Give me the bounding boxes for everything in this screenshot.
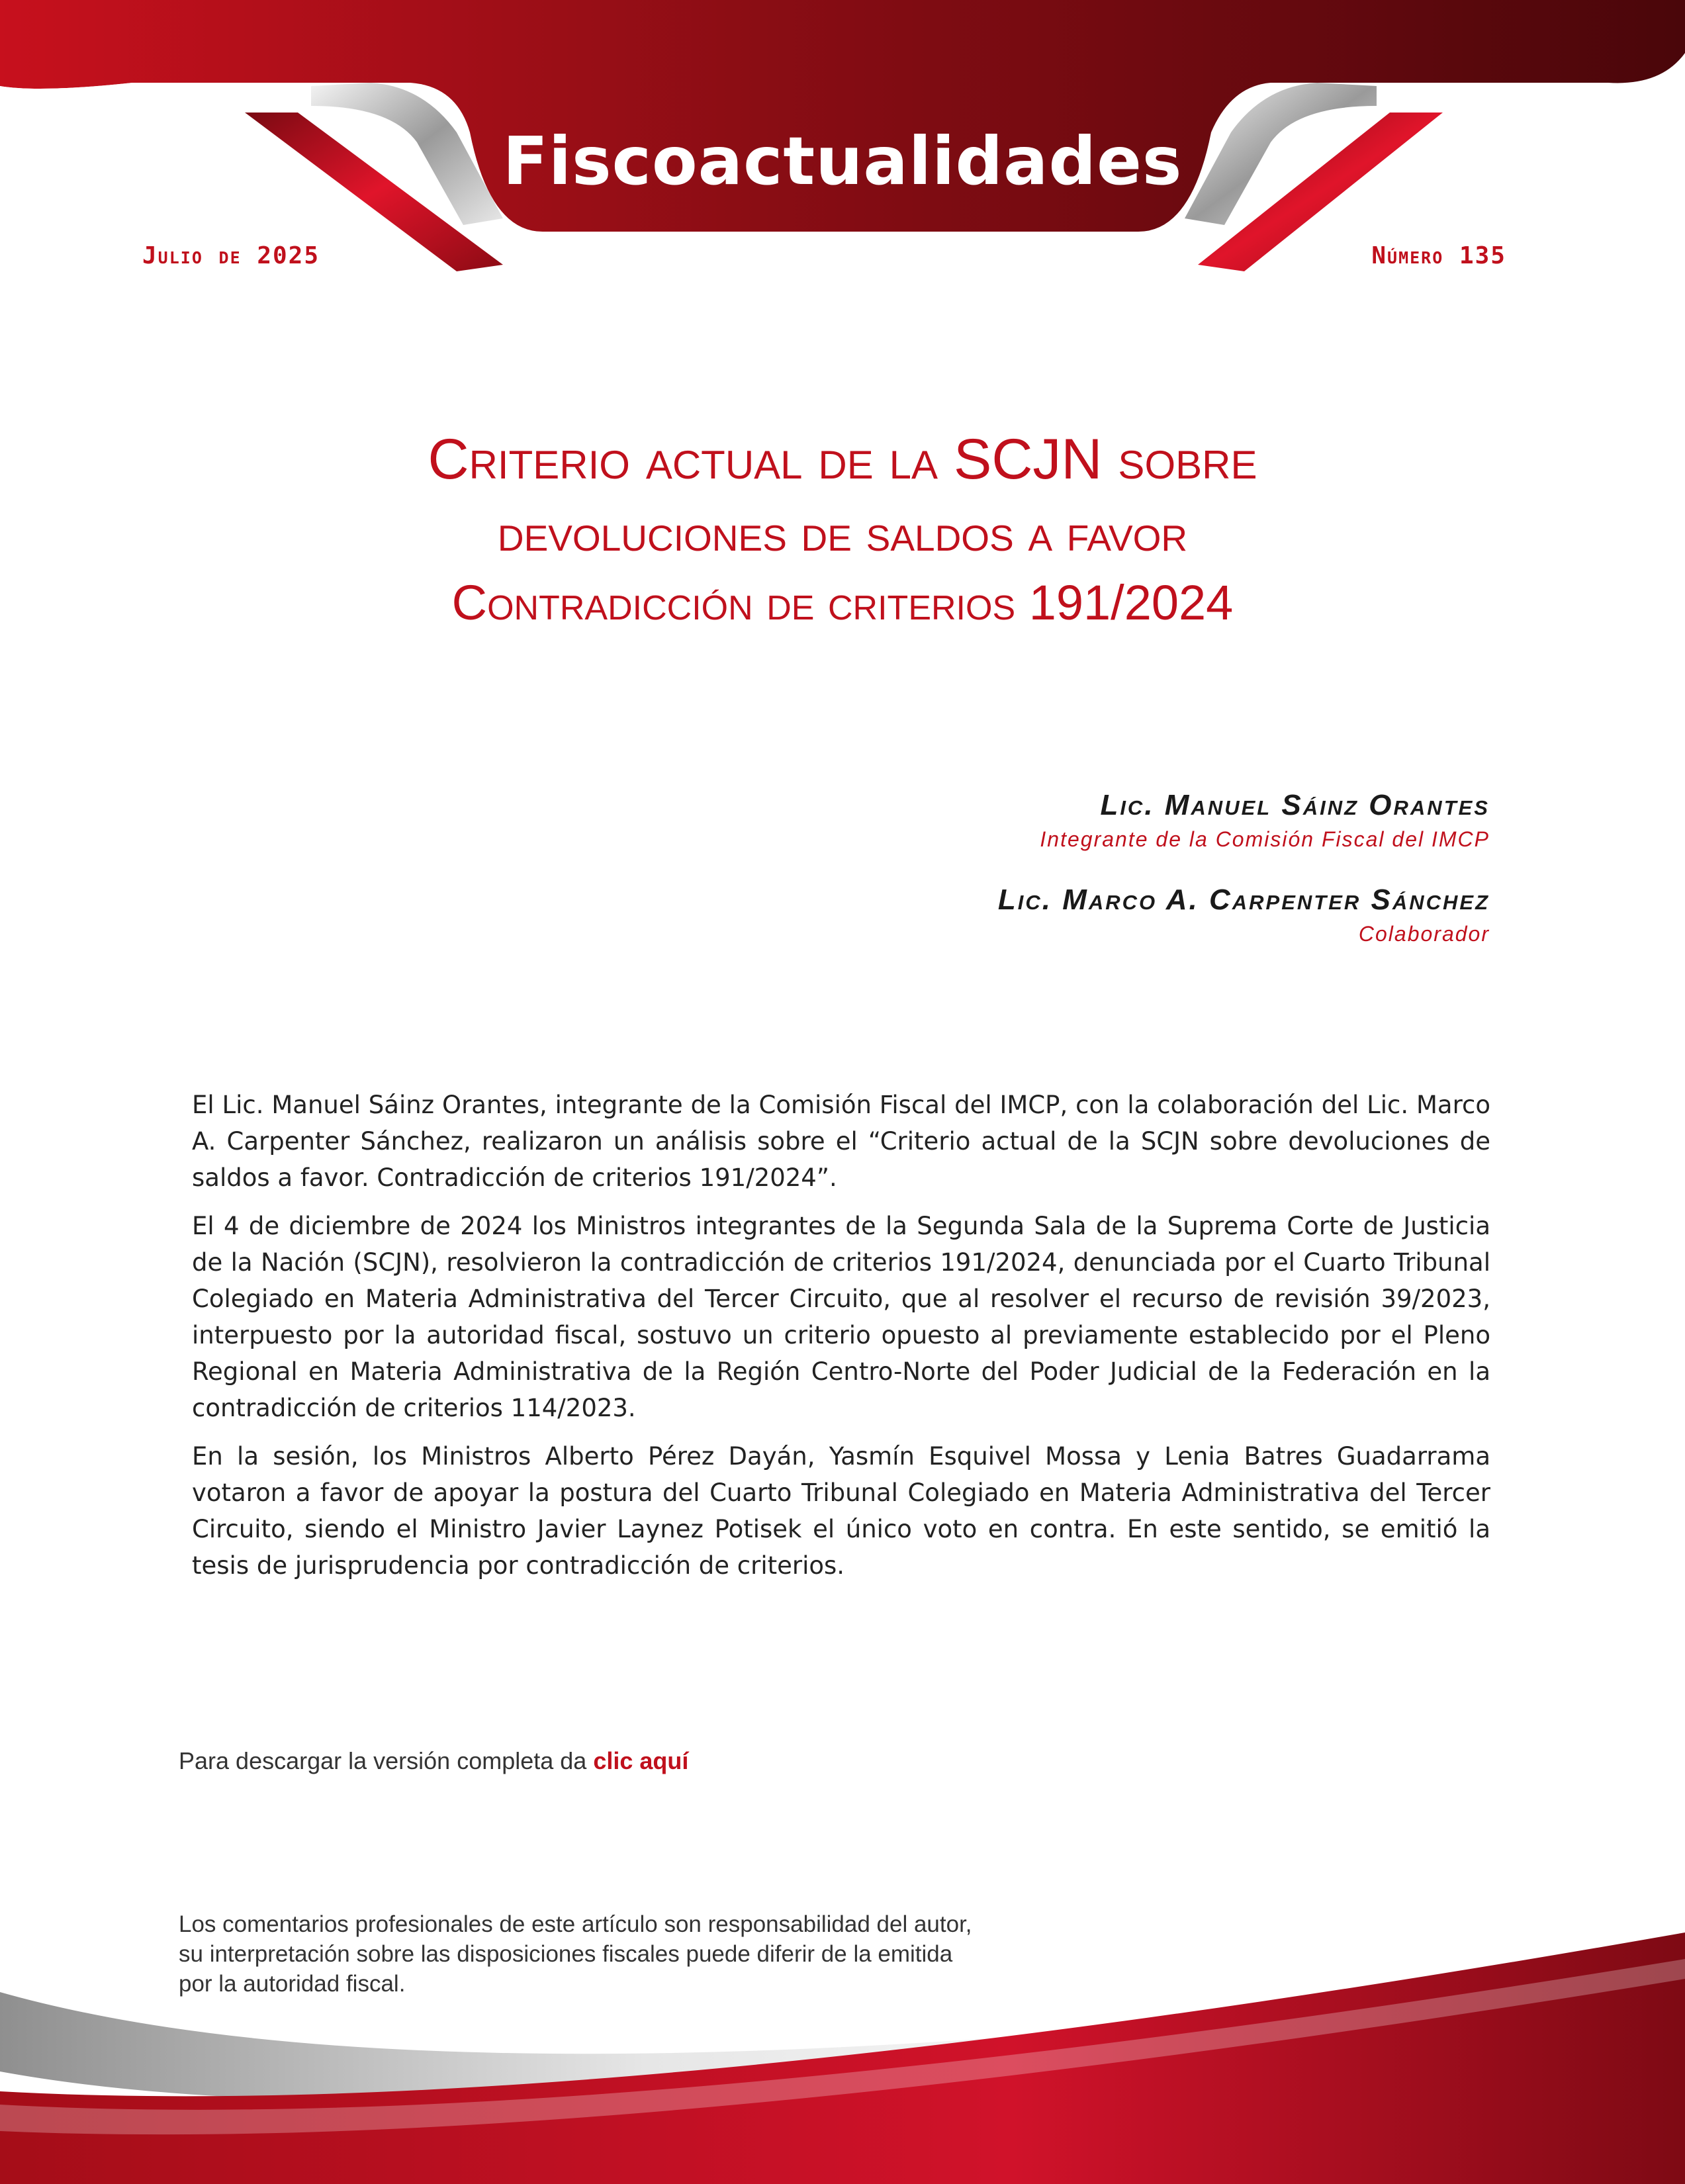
issue-number: Número 135 bbox=[1371, 242, 1506, 269]
article-title-line-1: Criterio actual de la SCJN sobre bbox=[428, 428, 1257, 491]
download-line bbox=[179, 1747, 688, 1775]
paragraph: El Lic. Manuel Sáinz Orantes, integrante de la Comisión Fiscal del IMCP, con la colaboración del Lic. Marco A. Carpenter Sánchez, realizaron un análisis sobre el “Criterio actual de la SCJN sobre devoluciones de saldos a favor. Contradicción de criterios 191/2024”. bbox=[192, 1091, 1490, 1192]
article-body bbox=[192, 1087, 1490, 1596]
paragraph: En la sesión, los Ministros Alberto Pérez Dayán, Yasmín Esquivel Mossa y Lenia Batres Guadarrama votaron a favor de apoyar la postura del Cuarto Tribunal Colegiado en Materia Administrativa del Tercer Circuito, siendo el Ministro Javier Laynez Potisek el único voto en contra. En este sentido, se emitió la tesis de jurisprudencia por contradicción de criterios. bbox=[192, 1442, 1490, 1580]
author-name-2: Lic. Marco A. Carpenter Sánchez bbox=[997, 884, 1490, 916]
download-text: Para descargar la versión completa da bbox=[179, 1747, 587, 1774]
author-role-2: Colaborador bbox=[1358, 922, 1490, 946]
article-title-line-2: devoluciones de saldos a favor bbox=[497, 504, 1188, 562]
paragraph: El 4 de diciembre de 2024 los Ministros integrantes de la Segunda Sala de la Suprema Corte de Justicia de la Nación (SCJN), resolvieron la contradicción de criterios 191/2024, denunciada por el Cuarto Tribunal Colegiado en Materia Administrativa del Tercer Circuito, que al resolver el recurso de revisión 39/2023, interpuesto por la autoridad fiscal, sostuvo un criterio opuesto al previamente establecido por el Pleno Regional en Materia Administrativa de la Región Centro-Norte del Poder Judicial de la Federación en la contradicción de criterios 114/2023. bbox=[192, 1212, 1490, 1422]
brand-title: Fiscoactualidades bbox=[502, 122, 1183, 200]
download-link[interactable]: clic aquí bbox=[593, 1747, 689, 1774]
author-name-1: Lic. Manuel Sáinz Orantes bbox=[1100, 789, 1490, 821]
issue-date: Julio de 2025 bbox=[142, 242, 320, 269]
article-subtitle: Contradicción de criterios 191/2024 bbox=[451, 575, 1234, 630]
disclaimer: Los comentarios profesionales de este artículo son responsabilidad del autor, su interpretación sobre las disposiciones fiscales puede diferir de la emitida por la autoridad fiscal. bbox=[179, 1911, 972, 1997]
author-role-1: Integrante de la Comisión Fiscal del IMCP bbox=[1040, 827, 1490, 851]
